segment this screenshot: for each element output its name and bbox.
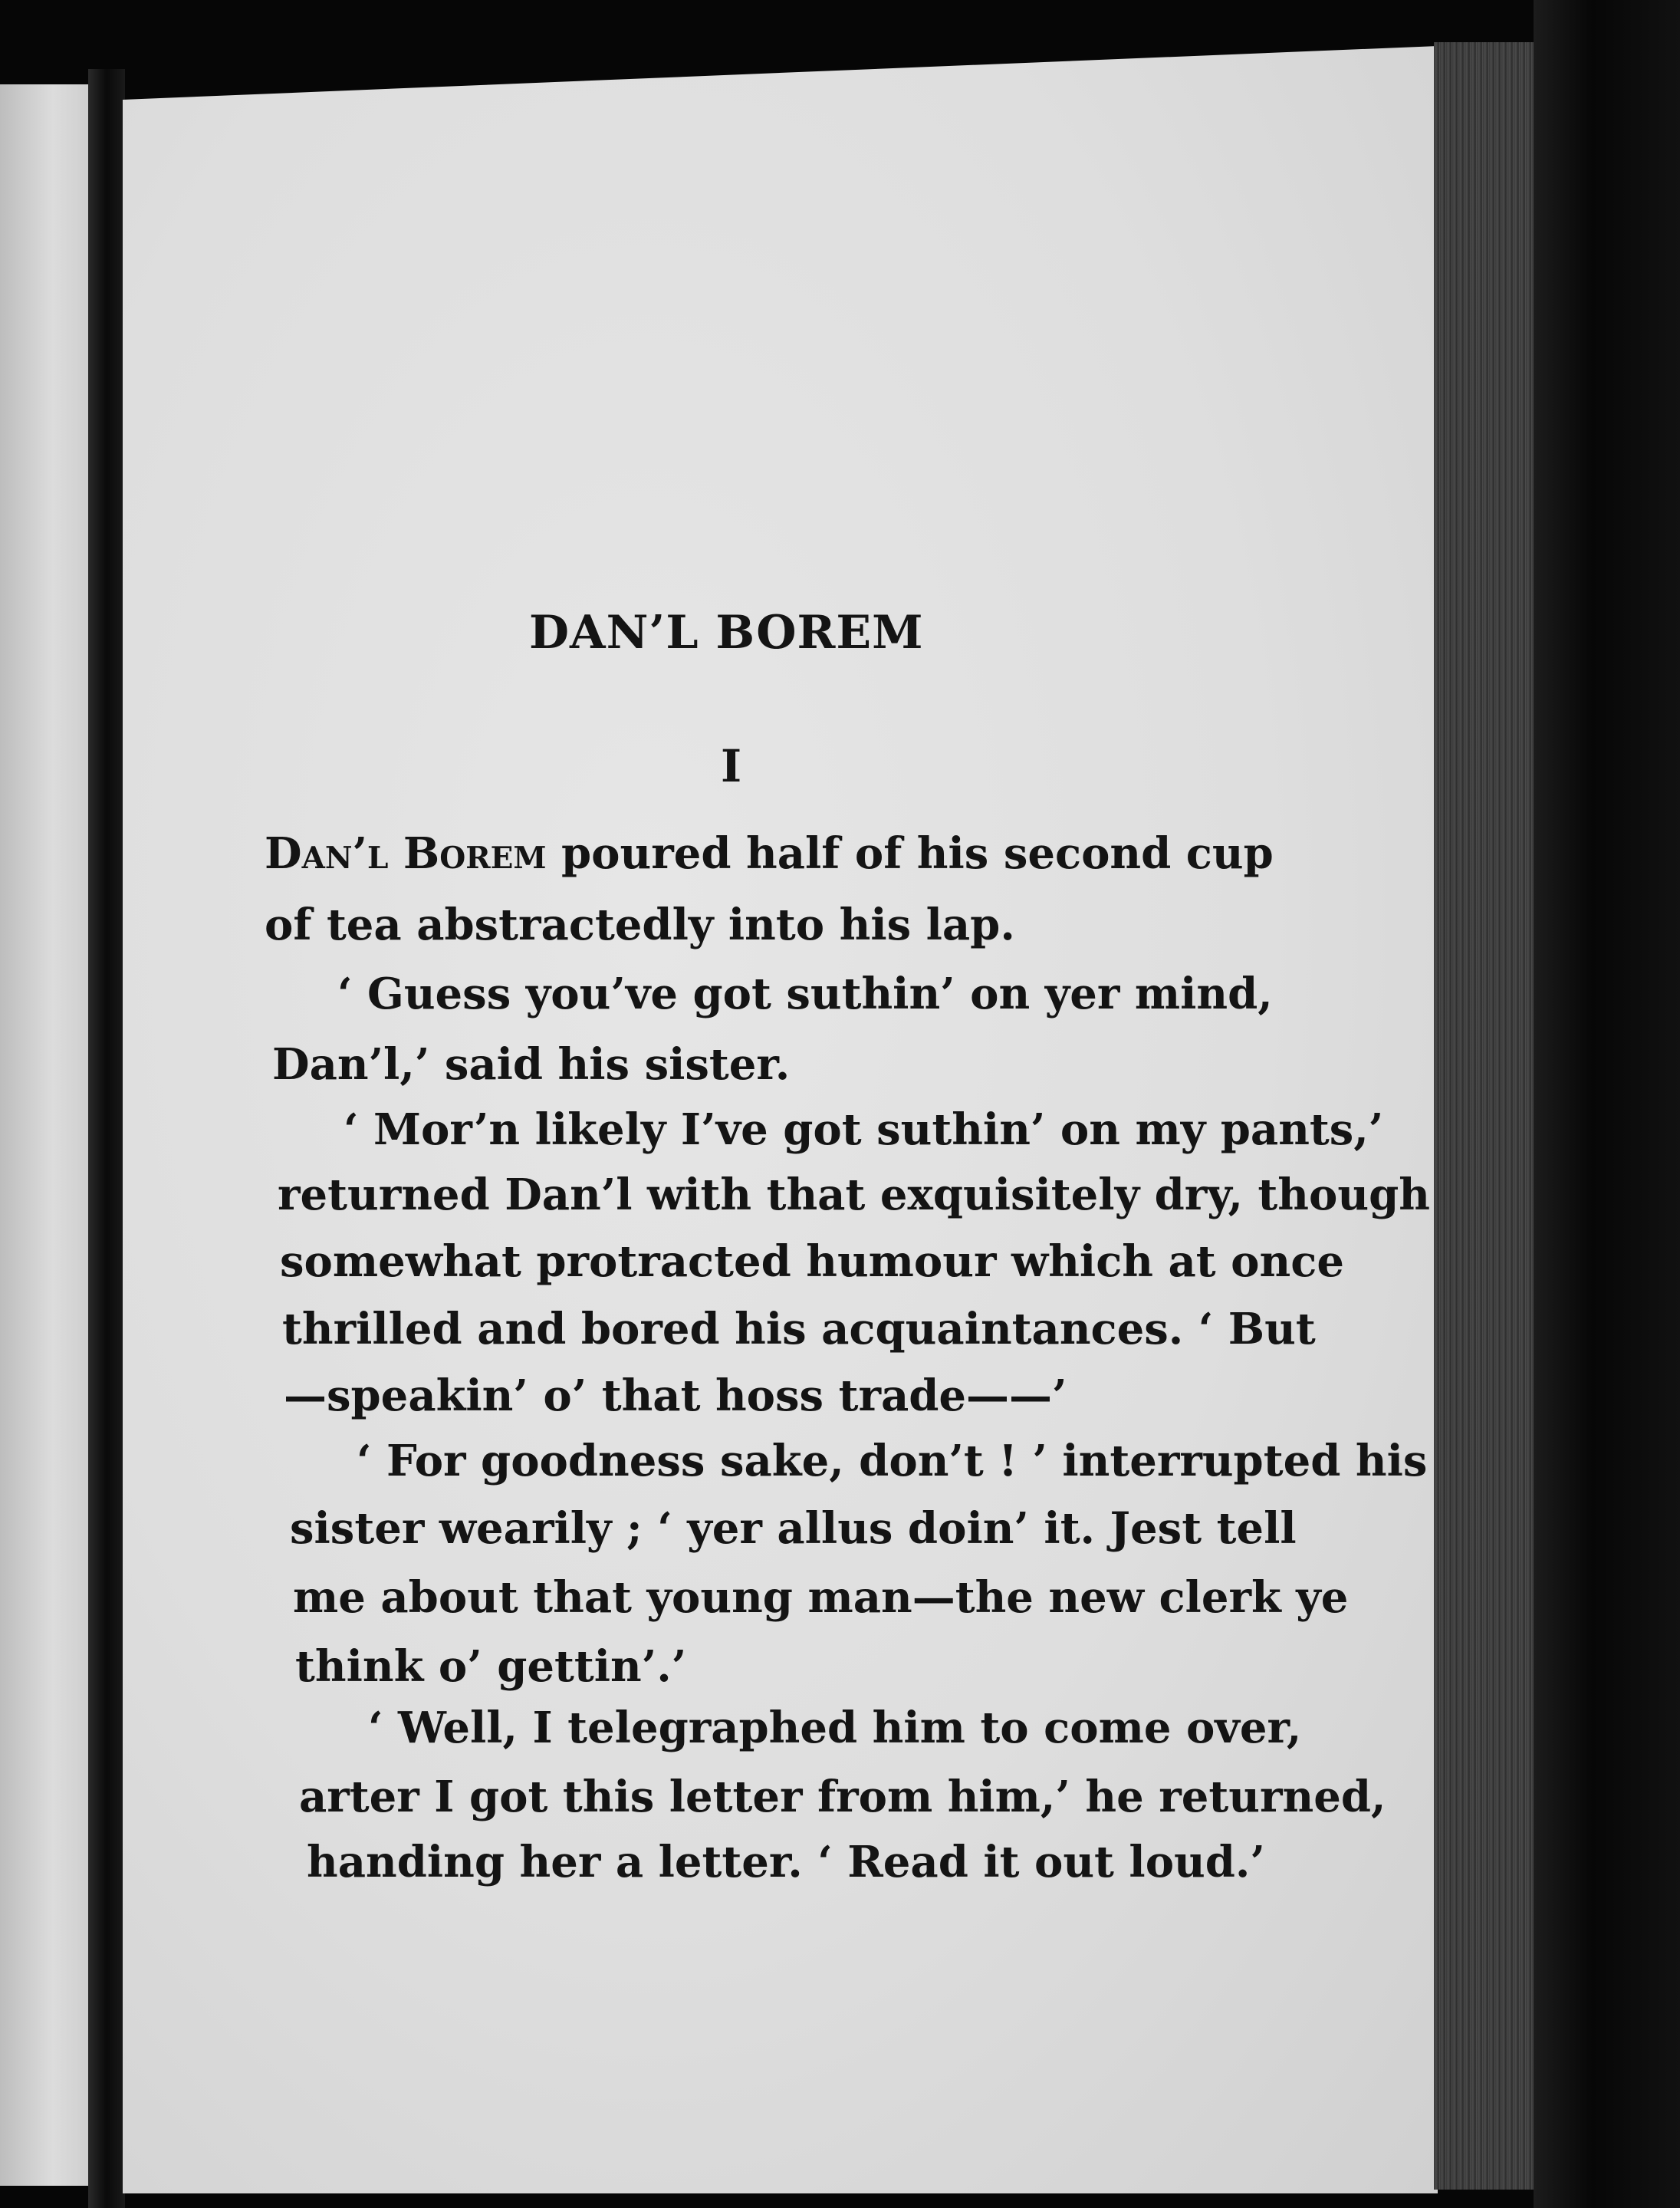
text-line: ‘ For goodness sake, don’t ! ’ interrupted his: [357, 1436, 1428, 1486]
text-line: sister wearily ; ‘ yer allus doin’ it. Jest tell: [290, 1503, 1297, 1554]
text-line: ‘ Guess you’ve got suthin’ on yer mind,: [337, 969, 1273, 1019]
text-line: arter I got this letter from him,’ he returned,: [299, 1772, 1386, 1822]
chapter-title: DAN’L BOREM: [529, 606, 924, 660]
line-text: poured half of his second cup: [546, 828, 1274, 879]
text-line: Dan’l,’ said his sister.: [272, 1039, 791, 1090]
text-line: [265, 828, 1274, 879]
text-line: think o’ gettin’.’: [295, 1641, 687, 1692]
text-line: ‘ Well, I telegraphed him to come over,: [368, 1703, 1302, 1753]
text-line: ‘ Mor’n likely I’ve got suthin’ on my pants,’: [344, 1104, 1384, 1155]
text-line: handing her a letter. ‘ Read it out loud.’: [307, 1837, 1265, 1887]
text-line: somewhat protracted humour which at once: [280, 1236, 1344, 1287]
text-line: thrilled and bored his acquaintances. ‘ But: [282, 1304, 1316, 1354]
text-line: of tea abstractedly into his lap.: [265, 900, 1015, 950]
text-line: —speakin’ o’ that hoss trade——’: [284, 1371, 1067, 1421]
section-number: I: [721, 740, 742, 792]
text-line: returned Dan’l with that exquisitely dry, though: [278, 1170, 1430, 1220]
text-line: me about that young man—the new clerk ye: [293, 1572, 1349, 1623]
opening-name: Dan’l Borem: [265, 828, 547, 879]
